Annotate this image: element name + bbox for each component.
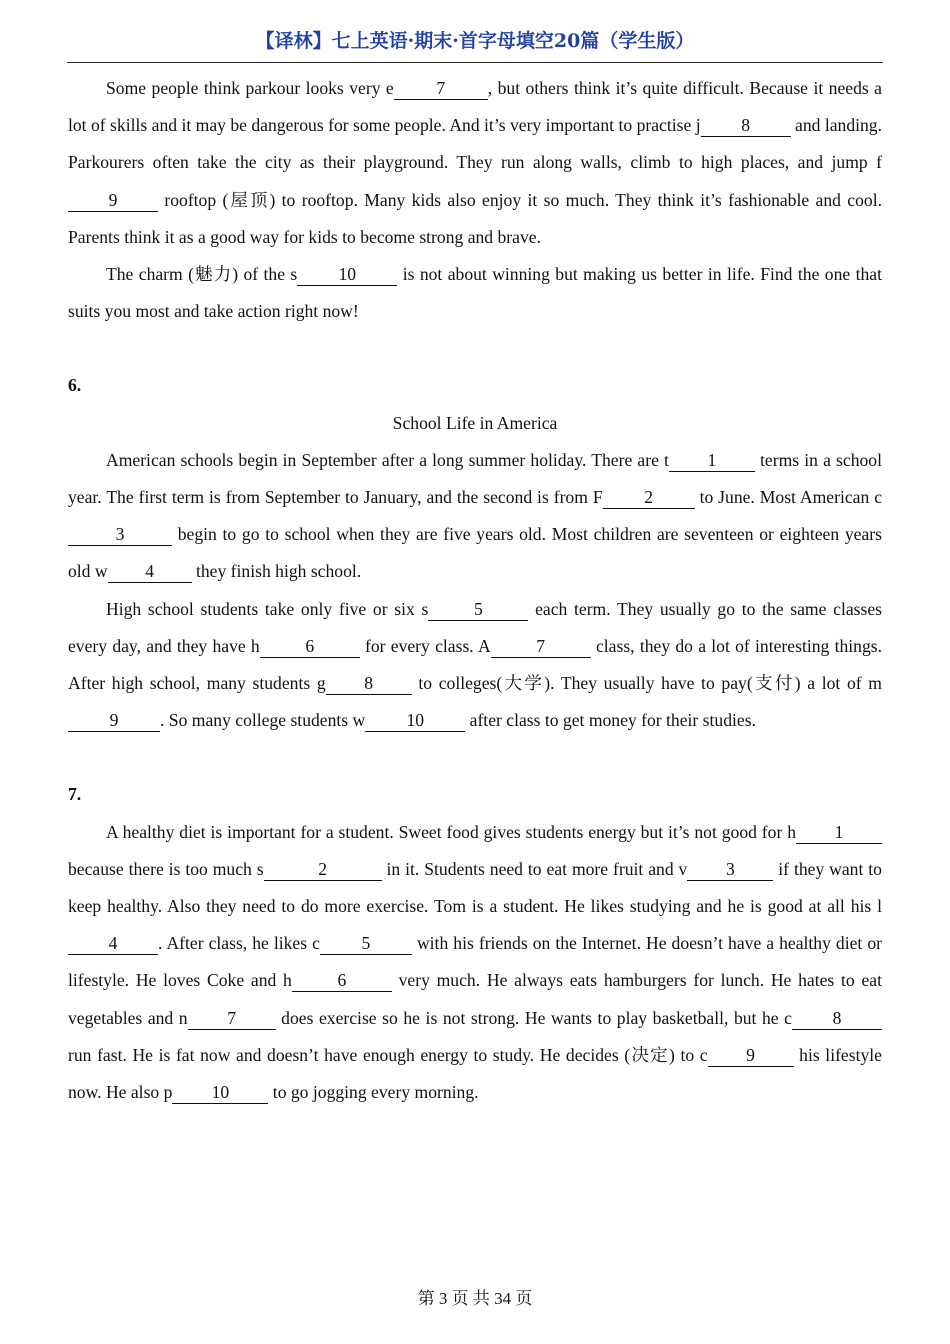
blank-8: 8 bbox=[792, 1007, 882, 1030]
blank-2: 2 bbox=[264, 858, 382, 881]
blank-8: 8 bbox=[701, 114, 791, 137]
section-gap bbox=[68, 739, 882, 776]
blank-6: 6 bbox=[292, 969, 392, 992]
blank-9: 9 bbox=[68, 709, 160, 732]
blank-4: 4 bbox=[68, 932, 158, 955]
q6-paragraph-1: American schools begin in September after a long summer holiday. There are t 1 terms in a school year. The first term is from September to January, and the second is from F 2 to June. Most American c3 begin to go to school when they are five years old. Most children are seventeen or eighteen years old w 4 they finish high school. bbox=[68, 449, 882, 582]
blank-1: 1 bbox=[669, 449, 755, 472]
page-number: 第 3 页 共 34 页 bbox=[417, 1289, 533, 1308]
blank-4: 4 bbox=[108, 560, 192, 583]
question-number-6: 6. bbox=[68, 375, 82, 396]
blank-2: 2 bbox=[603, 486, 695, 509]
blank-10: 10 bbox=[297, 263, 397, 286]
blank-3: 3 bbox=[68, 523, 172, 546]
blank-9: 9 bbox=[68, 189, 158, 212]
blank-10: 10 bbox=[172, 1081, 268, 1104]
blank-7: 7 bbox=[491, 635, 591, 658]
header-divider bbox=[67, 62, 883, 63]
q6-paragraph-2: High school students take only five or six s 5 each term. They usually go to the same classes every day, and they have h 6 for every class. A 7 class, they do a lot of interesting things. After high school, many students g 8 to colleges(大学). They usually have to pay(支付) a lot of m9 . So many college students w 10 after class to get money for their studies. bbox=[68, 598, 882, 731]
passage-title: School Life in America bbox=[392, 412, 558, 433]
document-body bbox=[68, 70, 882, 1111]
blank-8: 8 bbox=[326, 672, 412, 695]
blank-7: 7 bbox=[394, 77, 488, 100]
question-number-7: 7. bbox=[68, 784, 82, 805]
document-header: 【译林】七上英语·期末·首字母填空20篇（学生版） bbox=[255, 30, 695, 52]
blank-10: 10 bbox=[365, 709, 465, 732]
blank-5: 5 bbox=[428, 598, 528, 621]
q7-paragraph-1: A healthy diet is important for a student. Sweet food gives students energy but it’s not good for h 1 because there is too much s 2 in it. Students need to eat more fruit and v 3 if they want to keep healthy. Also they need to do more exercise. Tom is a student. He likes studying and he is good at all his l4 . After class, he likes c 5 with his friends on the Internet. He doesn’t have a healthy diet or lifestyle. He loves Coke and h 6 very much. He always eats hamburgers for lunch. He hates to eat vegetables and n 7 does exercise so he is not strong. He wants to play basketball, but he c 8 run fast. He is fat now and doesn’t have enough energy to study. He decides (决定) to c 9 his lifestyle now. He also p 10 to go jogging every morning. bbox=[68, 821, 882, 1103]
blank-7: 7 bbox=[188, 1007, 276, 1030]
blank-1: 1 bbox=[796, 821, 882, 844]
blank-5: 5 bbox=[320, 932, 412, 955]
blank-6: 6 bbox=[260, 635, 360, 658]
passage5-paragraph-1: Some people think parkour looks very e 7 , but others think it’s quite difficult. Because it needs a lot of skills and it may be dangerous for some people. And it’s very important to practise j 8 and landing. Parkourers often take the city as their playground. They run along walls, climb to high places, and jump f9 rooftop (屋顶) to rooftop. Many kids also enjoy it so much. They think it’s fashionable and cool. Parents think it as a good way for kids to become strong and brave. bbox=[68, 78, 883, 247]
passage5-paragraph-2: The charm (魅力) of the s 10 is not about winning but making us better in life. Find the one that suits you most and take action right now! bbox=[68, 264, 882, 322]
section-gap bbox=[68, 330, 882, 367]
blank-3: 3 bbox=[687, 858, 773, 881]
blank-9: 9 bbox=[708, 1044, 794, 1067]
